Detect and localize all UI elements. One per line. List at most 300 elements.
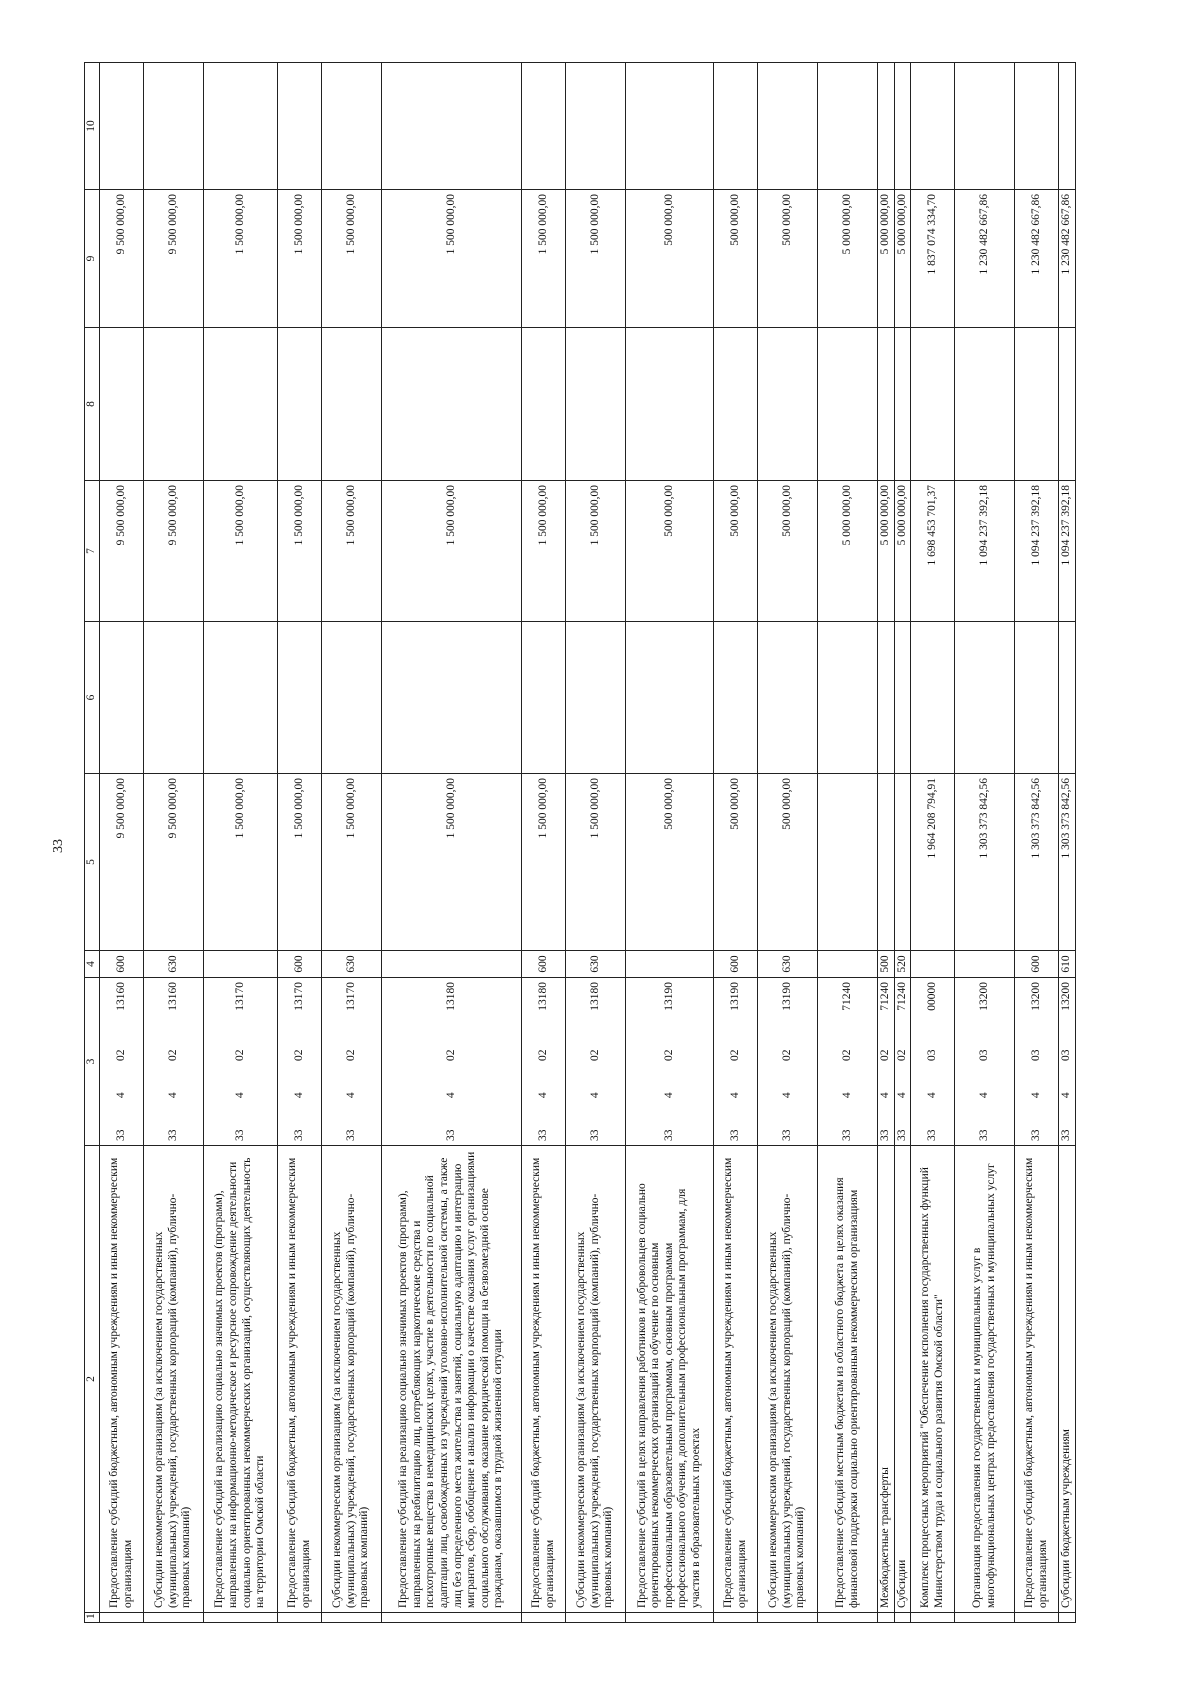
row-empty-cell <box>100 1613 144 1623</box>
row-expense-type: 600 <box>100 951 144 978</box>
code-parts <box>978 978 992 1145</box>
row-classification-code <box>894 978 911 1146</box>
code-part: 13170 <box>233 982 246 1011</box>
code-part: 33 <box>114 1129 127 1141</box>
code-part: 02 <box>895 1049 908 1061</box>
row-empty-cell <box>204 1613 278 1623</box>
row-amount-c5: 1 500 000,00 <box>322 774 382 951</box>
row-expense-type: 630 <box>322 951 382 978</box>
table-row <box>382 63 522 1623</box>
code-part: 4 <box>728 1092 741 1099</box>
row-empty-cell <box>714 1613 758 1623</box>
row-amount-c10 <box>566 63 626 190</box>
row-description: Субсидии <box>894 1146 911 1613</box>
code-part: 33 <box>444 1129 457 1141</box>
row-amount-c8 <box>818 328 878 481</box>
row-expense-type: 610 <box>1059 951 1076 978</box>
code-part: 00000 <box>925 982 938 1011</box>
row-amount-c5: 500 000,00 <box>626 774 714 951</box>
row-description: Предоставление субсидий бюджетным, автономным учреждениям и иным некоммерческим организациям <box>522 1146 566 1613</box>
code-part: 33 <box>925 1129 938 1141</box>
code-part: 4 <box>1029 1092 1042 1099</box>
row-classification-code <box>911 978 955 1146</box>
row-amount-c5: 1 303 373 842,56 <box>1015 774 1059 951</box>
code-part: 13200 <box>1060 982 1073 1011</box>
code-part: 4 <box>662 1092 675 1099</box>
row-amount-c9: 1 500 000,00 <box>522 190 566 328</box>
code-parts <box>234 978 248 1145</box>
row-expense-type: 630 <box>566 951 626 978</box>
row-description: Субсидии некоммерческим организациям (за исключением государственных (муниципальных) учреждений, государственных корпораций (компаний), публично-правовых компаний) <box>144 1146 204 1613</box>
row-amount-c8 <box>911 328 955 481</box>
row-amount-c10 <box>1059 63 1076 190</box>
code-part: 33 <box>166 1129 179 1141</box>
code-part: 02 <box>662 1049 675 1061</box>
row-amount-c7: 1 500 000,00 <box>382 481 522 622</box>
row-amount-c6 <box>911 622 955 774</box>
row-amount-c10 <box>322 63 382 190</box>
row-amount-c8 <box>278 328 322 481</box>
row-amount-c7: 5 000 000,00 <box>878 481 895 622</box>
table-row <box>955 63 1015 1623</box>
row-expense-type: 630 <box>758 951 818 978</box>
row-amount-c9: 1 230 482 667,86 <box>1059 190 1076 328</box>
row-classification-code <box>714 978 758 1146</box>
row-empty-cell <box>278 1613 322 1623</box>
row-amount-c10 <box>626 63 714 190</box>
row-amount-c8 <box>382 328 522 481</box>
code-part: 03 <box>1060 1049 1073 1061</box>
row-amount-c9: 500 000,00 <box>758 190 818 328</box>
row-amount-c10 <box>955 63 1015 190</box>
code-part: 02 <box>292 1049 305 1061</box>
code-part: 13200 <box>1029 982 1042 1011</box>
header-cell-9: 9 <box>85 190 100 328</box>
row-amount-c7: 1 698 453 701,37 <box>911 481 955 622</box>
row-amount-c5: 1 303 373 842,56 <box>1059 774 1076 951</box>
row-amount-c9: 5 000 000,00 <box>878 190 895 328</box>
code-part: 4 <box>292 1092 305 1099</box>
row-description: Комплекс процессных мероприятий "Обеспечение исполнения государственных функций Министерством труда и социального развития Омской области" <box>911 1146 955 1613</box>
code-part: 4 <box>166 1092 179 1099</box>
header-cell-6: 6 <box>85 622 100 774</box>
code-part: 33 <box>977 1129 990 1141</box>
code-part: 13180 <box>444 982 457 1011</box>
header-cell-2: 2 <box>85 1146 100 1613</box>
table-row <box>1015 63 1059 1623</box>
row-amount-c8 <box>955 328 1015 481</box>
row-classification-code <box>955 978 1015 1146</box>
row-amount-c5 <box>878 774 895 951</box>
row-amount-c9: 1 500 000,00 <box>382 190 522 328</box>
row-amount-c5: 500 000,00 <box>714 774 758 951</box>
row-description: Субсидии некоммерческим организациям (за исключением государственных (муниципальных) учреждений, государственных корпораций (компаний), публично-правовых компаний) <box>566 1146 626 1613</box>
table-row <box>322 63 382 1623</box>
code-part: 13190 <box>662 982 675 1011</box>
code-parts <box>345 978 359 1145</box>
row-classification-code <box>758 978 818 1146</box>
row-amount-c9: 1 500 000,00 <box>566 190 626 328</box>
row-amount-c6 <box>522 622 566 774</box>
row-amount-c5: 1 964 208 794,91 <box>911 774 955 951</box>
row-expense-type <box>626 951 714 978</box>
header-cell-7: 7 <box>85 481 100 622</box>
row-amount-c8 <box>204 328 278 481</box>
code-part: 33 <box>879 1129 891 1141</box>
row-amount-c6 <box>382 622 522 774</box>
row-amount-c9: 9 500 000,00 <box>144 190 204 328</box>
row-expense-type <box>818 951 878 978</box>
code-part: 4 <box>444 1092 457 1099</box>
code-part: 13180 <box>588 982 601 1011</box>
row-empty-cell <box>911 1613 955 1623</box>
row-amount-c7: 9 500 000,00 <box>100 481 144 622</box>
row-amount-c10 <box>714 63 758 190</box>
row-expense-type: 600 <box>522 951 566 978</box>
row-amount-c6 <box>204 622 278 774</box>
row-amount-c5: 1 500 000,00 <box>382 774 522 951</box>
row-expense-type: 600 <box>1015 951 1059 978</box>
row-amount-c6 <box>1015 622 1059 774</box>
row-description: Предоставление субсидий на реализацию социально значимых проектов (программ), направленных на реабилитацию лиц, потребляющих наркотические средства и психотропные вещества в немедицинских целях, участие в деятельности по социальной адаптации лиц, освобожденных из учреждений уголовно-исполнительной системы, а также лиц без определенного места жительства и занятий, социальную адаптацию и интеграцию мигрантов, сбор, обобщение и анализ информации о качестве оказания услуг организациями социального обслуживания, оказание юридической помощи на безвозмездной основе гражданам, оказавшимся в трудной жизненной ситуации <box>382 1146 522 1613</box>
row-amount-c6 <box>878 622 895 774</box>
row-amount-c5 <box>894 774 911 951</box>
code-part: 33 <box>292 1129 305 1141</box>
code-part: 33 <box>728 1129 741 1141</box>
row-classification-code <box>144 978 204 1146</box>
row-description: Субсидии некоммерческим организациям (за исключением государственных (муниципальных) учреждений, государственных корпораций (компаний), публично-правовых компаний) <box>322 1146 382 1613</box>
row-amount-c6 <box>818 622 878 774</box>
code-part: 4 <box>536 1092 549 1099</box>
table-row <box>626 63 714 1623</box>
row-classification-code <box>278 978 322 1146</box>
row-amount-c8 <box>100 328 144 481</box>
code-part: 33 <box>662 1129 675 1141</box>
code-parts <box>926 978 940 1145</box>
row-description: Предоставление субсидий бюджетным, автономным учреждениям и иным некоммерческим организациям <box>714 1146 758 1613</box>
row-amount-c5: 9 500 000,00 <box>144 774 204 951</box>
code-part: 02 <box>344 1049 357 1061</box>
row-amount-c8 <box>144 328 204 481</box>
row-amount-c8 <box>894 328 911 481</box>
budget-table <box>84 62 1076 1623</box>
table-row <box>566 63 626 1623</box>
row-amount-c9: 5 000 000,00 <box>818 190 878 328</box>
code-part: 4 <box>344 1092 357 1099</box>
code-part: 03 <box>977 1049 990 1061</box>
code-parts <box>445 978 459 1145</box>
row-expense-type <box>911 951 955 978</box>
code-part: 33 <box>1029 1129 1042 1141</box>
header-cell-3: 3 <box>85 978 100 1146</box>
row-amount-c6 <box>144 622 204 774</box>
row-description: Предоставление субсидий бюджетным, автономным учреждениям и иным некоммерческим организациям <box>100 1146 144 1613</box>
header-cell-8: 8 <box>85 328 100 481</box>
code-parts <box>841 978 855 1145</box>
row-amount-c7: 1 094 237 392,18 <box>955 481 1015 622</box>
row-amount-c9: 1 230 482 667,86 <box>955 190 1015 328</box>
code-part: 13180 <box>536 982 549 1011</box>
row-amount-c9: 1 837 074 334,70 <box>911 190 955 328</box>
row-empty-cell <box>894 1613 911 1623</box>
row-amount-c5: 1 500 000,00 <box>566 774 626 951</box>
code-part: 13160 <box>166 982 179 1011</box>
row-amount-c7: 5 000 000,00 <box>894 481 911 622</box>
row-amount-c10 <box>204 63 278 190</box>
row-amount-c8 <box>758 328 818 481</box>
row-amount-c9: 1 230 482 667,86 <box>1015 190 1059 328</box>
code-part: 33 <box>840 1129 853 1141</box>
row-amount-c9: 9 500 000,00 <box>100 190 144 328</box>
row-amount-c10 <box>878 63 895 190</box>
code-part: 4 <box>780 1092 793 1099</box>
row-amount-c5: 1 500 000,00 <box>522 774 566 951</box>
code-part: 02 <box>780 1049 793 1061</box>
row-classification-code <box>322 978 382 1146</box>
row-amount-c5: 500 000,00 <box>758 774 818 951</box>
code-parts <box>879 978 893 1145</box>
row-expense-type: 630 <box>144 951 204 978</box>
code-part: 4 <box>879 1092 891 1099</box>
row-empty-cell <box>382 1613 522 1623</box>
row-amount-c10 <box>911 63 955 190</box>
row-amount-c8 <box>626 328 714 481</box>
row-expense-type: 600 <box>714 951 758 978</box>
row-description: Субсидии бюджетным учреждениям <box>1059 1146 1076 1613</box>
code-part: 13160 <box>114 982 127 1011</box>
code-part: 02 <box>879 1049 891 1061</box>
code-part: 71240 <box>840 982 853 1011</box>
row-amount-c5: 9 500 000,00 <box>100 774 144 951</box>
table-row <box>144 63 204 1623</box>
row-empty-cell <box>144 1613 204 1623</box>
row-amount-c8 <box>714 328 758 481</box>
table-row <box>204 63 278 1623</box>
row-empty-cell <box>758 1613 818 1623</box>
code-parts <box>1030 978 1044 1145</box>
row-amount-c9: 1 500 000,00 <box>322 190 382 328</box>
row-amount-c7: 1 500 000,00 <box>204 481 278 622</box>
code-part: 13190 <box>728 982 741 1011</box>
row-amount-c7: 1 094 237 392,18 <box>1015 481 1059 622</box>
row-classification-code <box>1015 978 1059 1146</box>
row-classification-code <box>100 978 144 1146</box>
row-description: Предоставление субсидий местным бюджетам из областного бюджета в целях оказания финансовой поддержки социально ориентированным некоммерческим организациям <box>818 1146 878 1613</box>
row-classification-code <box>566 978 626 1146</box>
code-part: 02 <box>588 1049 601 1061</box>
row-description: Организация предоставления государственных и муниципальных услуг в многофункциональных центрах предоставления государственных и муниципальных услуг <box>955 1146 1015 1613</box>
row-amount-c5: 1 500 000,00 <box>204 774 278 951</box>
row-empty-cell <box>322 1613 382 1623</box>
table-row <box>100 63 144 1623</box>
row-classification-code <box>818 978 878 1146</box>
row-expense-type: 500 <box>878 951 895 978</box>
code-part: 33 <box>895 1129 908 1141</box>
table-row <box>894 63 911 1623</box>
row-expense-type <box>955 951 1015 978</box>
row-amount-c10 <box>100 63 144 190</box>
code-part: 33 <box>233 1129 246 1141</box>
code-part: 33 <box>344 1129 357 1141</box>
row-amount-c5: 1 500 000,00 <box>278 774 322 951</box>
code-part: 4 <box>840 1092 853 1099</box>
row-amount-c10 <box>758 63 818 190</box>
row-empty-cell <box>1015 1613 1059 1623</box>
row-classification-code <box>382 978 522 1146</box>
row-amount-c9: 500 000,00 <box>714 190 758 328</box>
row-amount-c9: 1 500 000,00 <box>278 190 322 328</box>
code-part: 4 <box>114 1092 127 1099</box>
page-number: 33 <box>51 839 66 853</box>
row-amount-c7: 500 000,00 <box>758 481 818 622</box>
row-empty-cell <box>566 1613 626 1623</box>
code-parts <box>1060 978 1074 1145</box>
row-amount-c10 <box>382 63 522 190</box>
row-amount-c6 <box>714 622 758 774</box>
code-part: 02 <box>114 1049 127 1061</box>
row-amount-c6 <box>758 622 818 774</box>
table-row <box>278 63 322 1623</box>
code-part: 13170 <box>292 982 305 1011</box>
row-amount-c6 <box>100 622 144 774</box>
code-part: 4 <box>588 1092 601 1099</box>
row-amount-c10 <box>818 63 878 190</box>
row-description: Предоставление субсидий в целях направления работников и добровольцев социально ориентированных некоммерческих организаций на обучение по основным профессиональным образовательным программам, основным программам профессионального обучения, дополнительным профессиональным программам, для участия в образовательных проектах <box>626 1146 714 1613</box>
row-amount-c8 <box>322 328 382 481</box>
code-part: 13190 <box>780 982 793 1011</box>
row-expense-type <box>382 951 522 978</box>
code-parts <box>781 978 795 1145</box>
row-amount-c7: 5 000 000,00 <box>818 481 878 622</box>
code-part: 13170 <box>344 982 357 1011</box>
code-part: 4 <box>1060 1092 1073 1099</box>
row-empty-cell <box>522 1613 566 1623</box>
row-amount-c8 <box>878 328 895 481</box>
row-amount-c5 <box>818 774 878 951</box>
row-expense-type: 600 <box>278 951 322 978</box>
row-description: Предоставление субсидий на реализацию социально значимых проектов (программ), направленных на информационно-методическое и ресурсное сопровождение деятельности социально ориентированных некоммерческих организаций, осуществляющих деятельность на территории Омской области <box>204 1146 278 1613</box>
code-parts <box>663 978 677 1145</box>
code-part: 03 <box>925 1049 938 1061</box>
code-part: 02 <box>444 1049 457 1061</box>
code-parts <box>729 978 743 1145</box>
row-amount-c10 <box>144 63 204 190</box>
row-amount-c5: 1 303 373 842,56 <box>955 774 1015 951</box>
code-part: 02 <box>728 1049 741 1061</box>
code-parts <box>167 978 181 1145</box>
row-amount-c8 <box>1015 328 1059 481</box>
row-description: Субсидии некоммерческим организациям (за исключением государственных (муниципальных) учреждений, государственных корпораций (компаний), публично-правовых компаний) <box>758 1146 818 1613</box>
table-row <box>878 63 895 1623</box>
code-part: 02 <box>840 1049 853 1061</box>
row-amount-c9: 5 000 000,00 <box>894 190 911 328</box>
row-amount-c6 <box>1059 622 1076 774</box>
row-amount-c8 <box>566 328 626 481</box>
row-amount-c6 <box>566 622 626 774</box>
code-parts <box>537 978 551 1145</box>
row-amount-c7: 1 500 000,00 <box>566 481 626 622</box>
row-amount-c6 <box>278 622 322 774</box>
code-part: 02 <box>233 1049 246 1061</box>
row-expense-type <box>204 951 278 978</box>
code-part: 02 <box>166 1049 179 1061</box>
code-part: 13200 <box>977 982 990 1011</box>
code-part: 4 <box>895 1092 908 1099</box>
row-amount-c10 <box>522 63 566 190</box>
row-description: Предоставление субсидий бюджетным, автономным учреждениям и иным некоммерческим организациям <box>1015 1146 1059 1613</box>
code-part: 02 <box>536 1049 549 1061</box>
row-empty-cell <box>626 1613 714 1623</box>
row-classification-code <box>626 978 714 1146</box>
row-classification-code <box>204 978 278 1146</box>
header-cell-5: 5 <box>85 774 100 951</box>
row-amount-c7: 500 000,00 <box>626 481 714 622</box>
row-empty-cell <box>1059 1613 1076 1623</box>
code-parts <box>896 978 910 1145</box>
code-part: 4 <box>925 1092 938 1099</box>
row-amount-c8 <box>1059 328 1076 481</box>
row-classification-code <box>878 978 895 1146</box>
row-amount-c6 <box>626 622 714 774</box>
table-row <box>714 63 758 1623</box>
row-amount-c7: 1 094 237 392,18 <box>1059 481 1076 622</box>
code-parts <box>293 978 307 1145</box>
row-description: Предоставление субсидий бюджетным, автономным учреждениям и иным некоммерческим организациям <box>278 1146 322 1613</box>
row-amount-c7: 1 500 000,00 <box>278 481 322 622</box>
row-amount-c7: 1 500 000,00 <box>522 481 566 622</box>
code-part: 33 <box>1060 1129 1073 1141</box>
row-amount-c10 <box>1015 63 1059 190</box>
row-amount-c9: 500 000,00 <box>626 190 714 328</box>
row-amount-c10 <box>278 63 322 190</box>
row-expense-type: 520 <box>894 951 911 978</box>
code-part: 33 <box>536 1129 549 1141</box>
table-row <box>1059 63 1076 1623</box>
row-classification-code <box>522 978 566 1146</box>
code-part: 33 <box>588 1129 601 1141</box>
header-cell-10: 10 <box>85 63 100 190</box>
code-part: 71240 <box>879 982 891 1011</box>
header-cell-4: 4 <box>85 951 100 978</box>
table-row <box>522 63 566 1623</box>
table-row <box>911 63 955 1623</box>
row-amount-c8 <box>522 328 566 481</box>
header-cell-1: 1 <box>85 1613 100 1623</box>
row-classification-code <box>1059 978 1076 1146</box>
table-row <box>758 63 818 1623</box>
rotated-table-page <box>84 63 1114 1623</box>
row-amount-c7: 500 000,00 <box>714 481 758 622</box>
code-parts <box>589 978 603 1145</box>
table-row <box>818 63 878 1623</box>
row-amount-c6 <box>955 622 1015 774</box>
row-empty-cell <box>878 1613 895 1623</box>
row-empty-cell <box>818 1613 878 1623</box>
row-amount-c10 <box>894 63 911 190</box>
header-row <box>85 63 100 1623</box>
row-amount-c7: 1 500 000,00 <box>322 481 382 622</box>
code-part: 33 <box>780 1129 793 1141</box>
row-empty-cell <box>955 1613 1015 1623</box>
row-amount-c6 <box>322 622 382 774</box>
code-parts <box>115 978 129 1145</box>
row-amount-c7: 9 500 000,00 <box>144 481 204 622</box>
code-part: 4 <box>233 1092 246 1099</box>
code-part: 71240 <box>895 982 908 1011</box>
code-part: 03 <box>1029 1049 1042 1061</box>
row-amount-c9: 1 500 000,00 <box>204 190 278 328</box>
row-description: Межбюджетные трансферты <box>878 1146 895 1613</box>
